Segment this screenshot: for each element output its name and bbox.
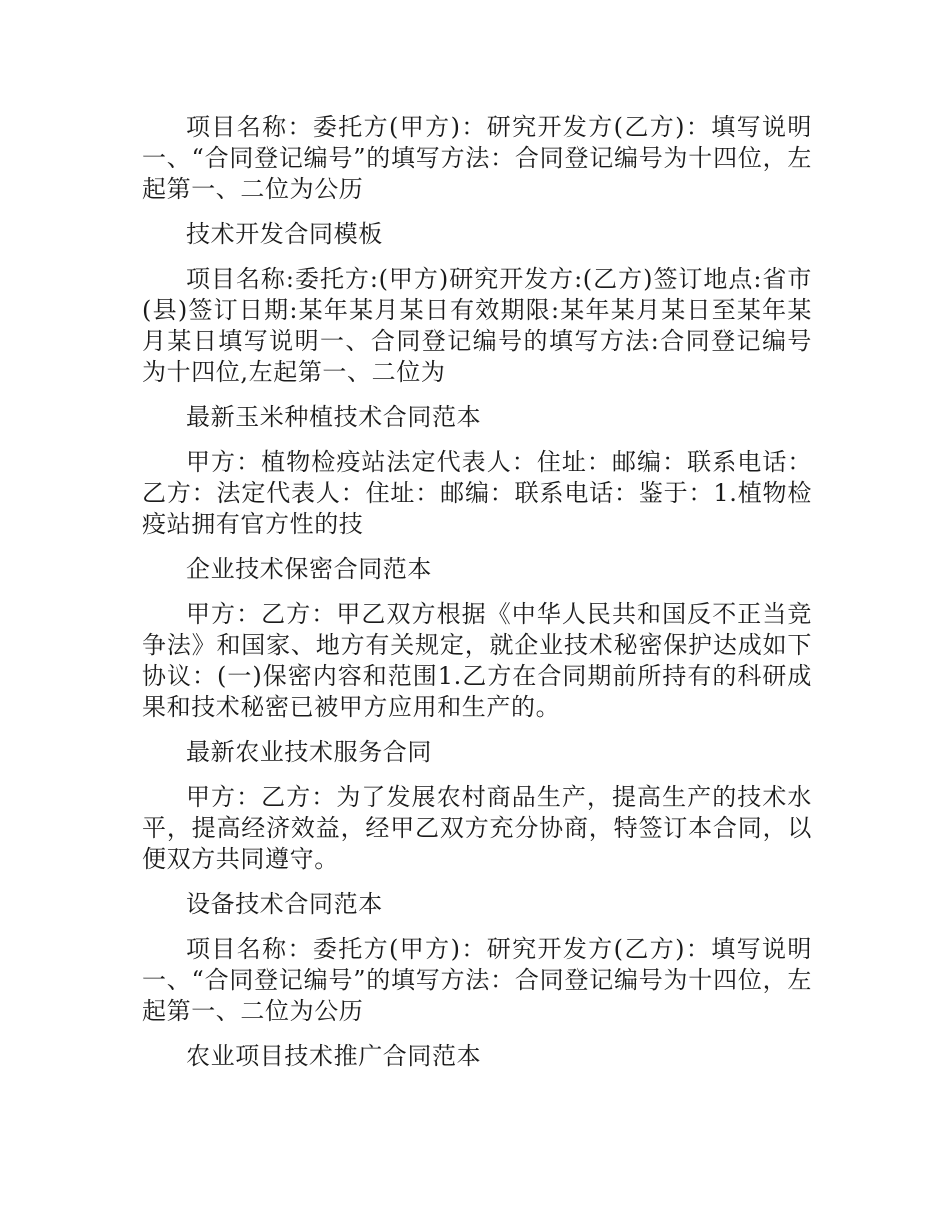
paragraph-equipment-tech: 项目名称：委托方(甲方)：研究开发方(乙方)：填写说明一、“合同登记编号”的填写方法：合同登记编号为十四位，左起第一、二位为公历 (142, 935, 812, 1025)
paragraph-intro-1: 项目名称：委托方(甲方)：研究开发方(乙方)：填写说明一、“合同登记编号”的填写方法：合同登记编号为十四位，左起第一、二位为公历 (142, 113, 812, 203)
heading-corn-planting: 最新玉米种植技术合同范本 (186, 403, 482, 431)
paragraph-agri-service: 甲方：乙方：为了发展农村商品生产，提高生产的技术水平，提高经济效益，经甲乙双方充分协商，特签订本合同，以便双方共同遵守。 (142, 783, 812, 873)
heading-equipment-tech: 设备技术合同范本 (186, 890, 383, 918)
paragraph-confidentiality: 甲方：乙方：甲乙双方根据《中华人民共和国反不正当竞争法》和国家、地方有关规定，就企业技术秘密保护达成如下协议：(一)保密内容和范围1.乙方在合同期前所持有的科研成果和技术秘密已被甲方应用和生产的。 (142, 600, 812, 721)
paragraph-tech-dev: 项目名称:委托方:(甲方)研究开发方:(乙方)签订地点:省市(县)签订日期:某年某月某日有效期限:某年某月某日至某年某月某日填写说明一、合同登记编号的填写方法:合同登记编号为十四位,左起第一、二位为 (142, 265, 812, 386)
heading-confidentiality: 企业技术保密合同范本 (186, 555, 432, 583)
heading-agri-service: 最新农业技术服务合同 (186, 738, 432, 766)
heading-agri-promotion: 农业项目技术推广合同范本 (186, 1042, 482, 1070)
paragraph-corn-planting: 甲方：植物检疫站法定代表人：住址：邮编：联系电话：乙方：法定代表人：住址：邮编：联系电话：鉴于：1.植物检疫站拥有官方性的技 (142, 448, 812, 538)
heading-tech-dev-template: 技术开发合同模板 (186, 220, 383, 248)
document-page (142, 112, 812, 1086)
